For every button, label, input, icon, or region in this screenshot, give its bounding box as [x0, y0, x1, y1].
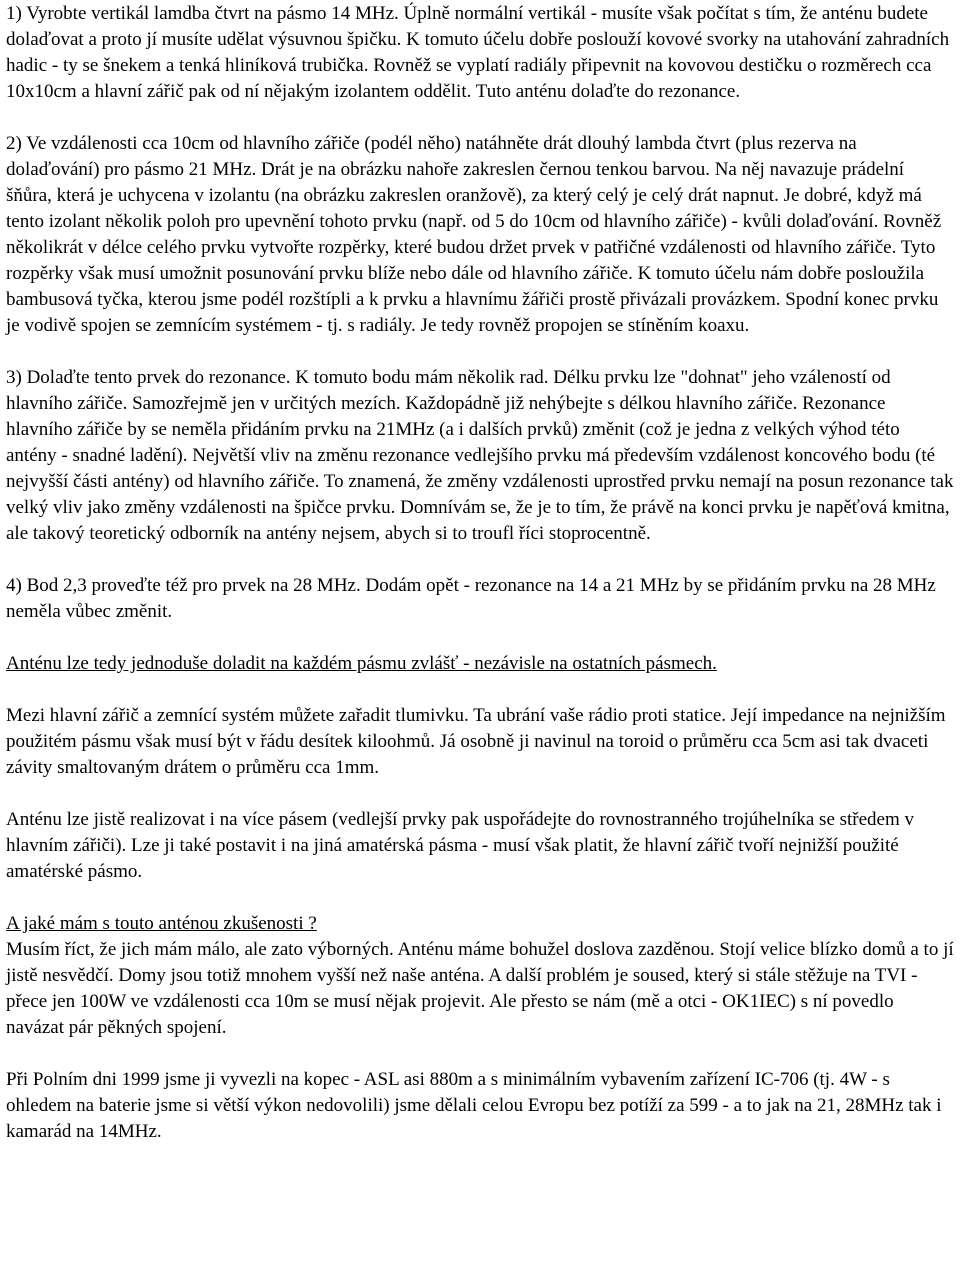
paragraph-multiband: Anténu lze jistě realizovat i na více pásem (vedlejší prvky pak uspořádejte do rovnostranného trojúhelníka se středem v hlavním zářiči). Lze ji také postavit i na jiná amatérská pásma - musí však platit, že hlavní zářič tvoří nejnižší použité amatérské pásmo.	[6, 809, 915, 882]
paragraph-field-day: Při Polním dni 1999 jsme ji vyvezli na kopec - ASL asi 880m a s minimálním vybavením zařízení IC-706 (tj. 4W - s ohledem na baterie jsme si větší výkon nedovolili) jsme dělali celou Evropu bez potíží za 599 - a to jak na 21, 28MHz tak i kamarád na 14MHz.	[6, 1069, 942, 1142]
paragraph-choke: Mezi hlavní zářič a zemnící systém můžete zařadit tlumivku. Ta ubrání vaše rádio proti statice. Její impedance na nejnižším použitém pásmu však musí být v řádu desítek kiloohmů. Já osobně ji navinul na toroid o průměru cca 5cm asi tak dvaceti závity smaltovaným drátem o průměru cca 1mm.	[6, 705, 946, 778]
paragraph-step-4: 4) Bod 2,3 proveďte též pro prvek na 28 MHz. Dodám opět - rezonance na 14 a 21 MHz by se přidáním prvku na 28 MHz neměla vůbec změnit.	[6, 575, 936, 622]
paragraph-step-1: 1) Vyrobte vertikál lamdba čtvrt na pásmo 14 MHz. Úplně normální vertikál - musíte však počítat s tím, že anténu budete dolaďovat a proto jí musíte udělat výsuvnou špičku. K tomuto účelu dobře poslouží kovové svorky na utahování zahradních hadic - ty se šnekem a tenká hliníková trubička. Rovněž se vyplatí radiály připevnit na kovovou destičku o rozměrech cca 10x10cm a hlavní zářič pak od ní nějakým izolantem oddělit. Tuto anténu dolaďte do rezonance.	[6, 3, 950, 102]
emphasis-summary: Anténu lze tedy jednoduše doladit na každém pásmu zvlášť - nezávisle na ostatních pásmech.	[6, 653, 717, 674]
paragraph-step-3: 3) Dolaďte tento prvek do rezonance. K tomuto bodu mám několik rad. Délku prvku lze "dohnat" jeho vzáleností od hlavního zářiče. Samozřejmě jen v určitých mezích. Každopádně již nehýbejte s délkou hlavního zářiče. Rezonance hlavního zářiče by se neměla přidáním prvku na 21MHz (a i dalších prvků) změnit (což je jedna z velkých výhod této antény - snadné ladění). Největší vliv na změnu rezonance vedlejšího prvku má především vzdálenost koncového bodu (té nejvyšší části antény) od hlavního zářiče. To znamená, že změny vzdálenosti uprostřed prvku nemají na posun rezonance tak velký vliv jako změny vzdálenosti na špičce prvku. Domnívám se, že je to tím, že právě na konci prvku je napěťová kmitna, ale takový teoretický odborník na antény nejsem, abych si to troufl říci stoprocentně.	[6, 367, 954, 544]
paragraph-experience: Musím říct, že jich mám málo, ale zato výborných. Anténu máme bohužel doslova zazděnou. Stojí velice blízko domů a to jí jistě nesvědčí. Domy jsou totiž mnohem vyšší než naše anténa. A další problém je soused, který si stále stěžuje na TVI - přece jen 100W ve vzdálenosti cca 10m se musí nějak projevit. Ale přesto se nám (mě a otci - OK1IEC) s ní povedlo navázat pár pěkných spojení.	[6, 939, 954, 1038]
experience-heading: A jaké mám s touto anténou zkušenosti ?	[6, 913, 317, 934]
paragraph-step-2: 2) Ve vzdálenosti cca 10cm od hlavního zářiče (podél něho) natáhněte drát dlouhý lambda čtvrt (plus rezerva na dolaďování) pro pásmo 21 MHz. Drát je na obrázku nahoře zakreslen černou tenkou barvou. Na něj navazuje prádelní šňůra, která je uchycena v izolantu (na obrázku zakreslen oranžově), za který celý je celý drát napnut. Je dobré, když má tento izolant několik poloh pro upevnění tohoto prvku (např. od 5 do 10cm od hlavního zářiče) - kvůli dolaďování. Rovněž několikrát v délce celého prvku vytvořte rozpěrky, které budou držet prvek v patřičné vzdálenosti od hlavního zářiče. Tyto rozpěrky však musí umožnit posunování prvku blíže nebo dále od hlavního zářiče. K tomuto účelu nám dobře posloužila bambusová tyčka, kterou jsme podél rozštípli a k prvku a hlavnímu žářiči prostě přivázali provázkem. Spodní konec prvku je vodivě spojen se zemnícím systémem - tj. s radiály. Je tedy rovněž propojen se stíněním koaxu.	[6, 133, 942, 336]
